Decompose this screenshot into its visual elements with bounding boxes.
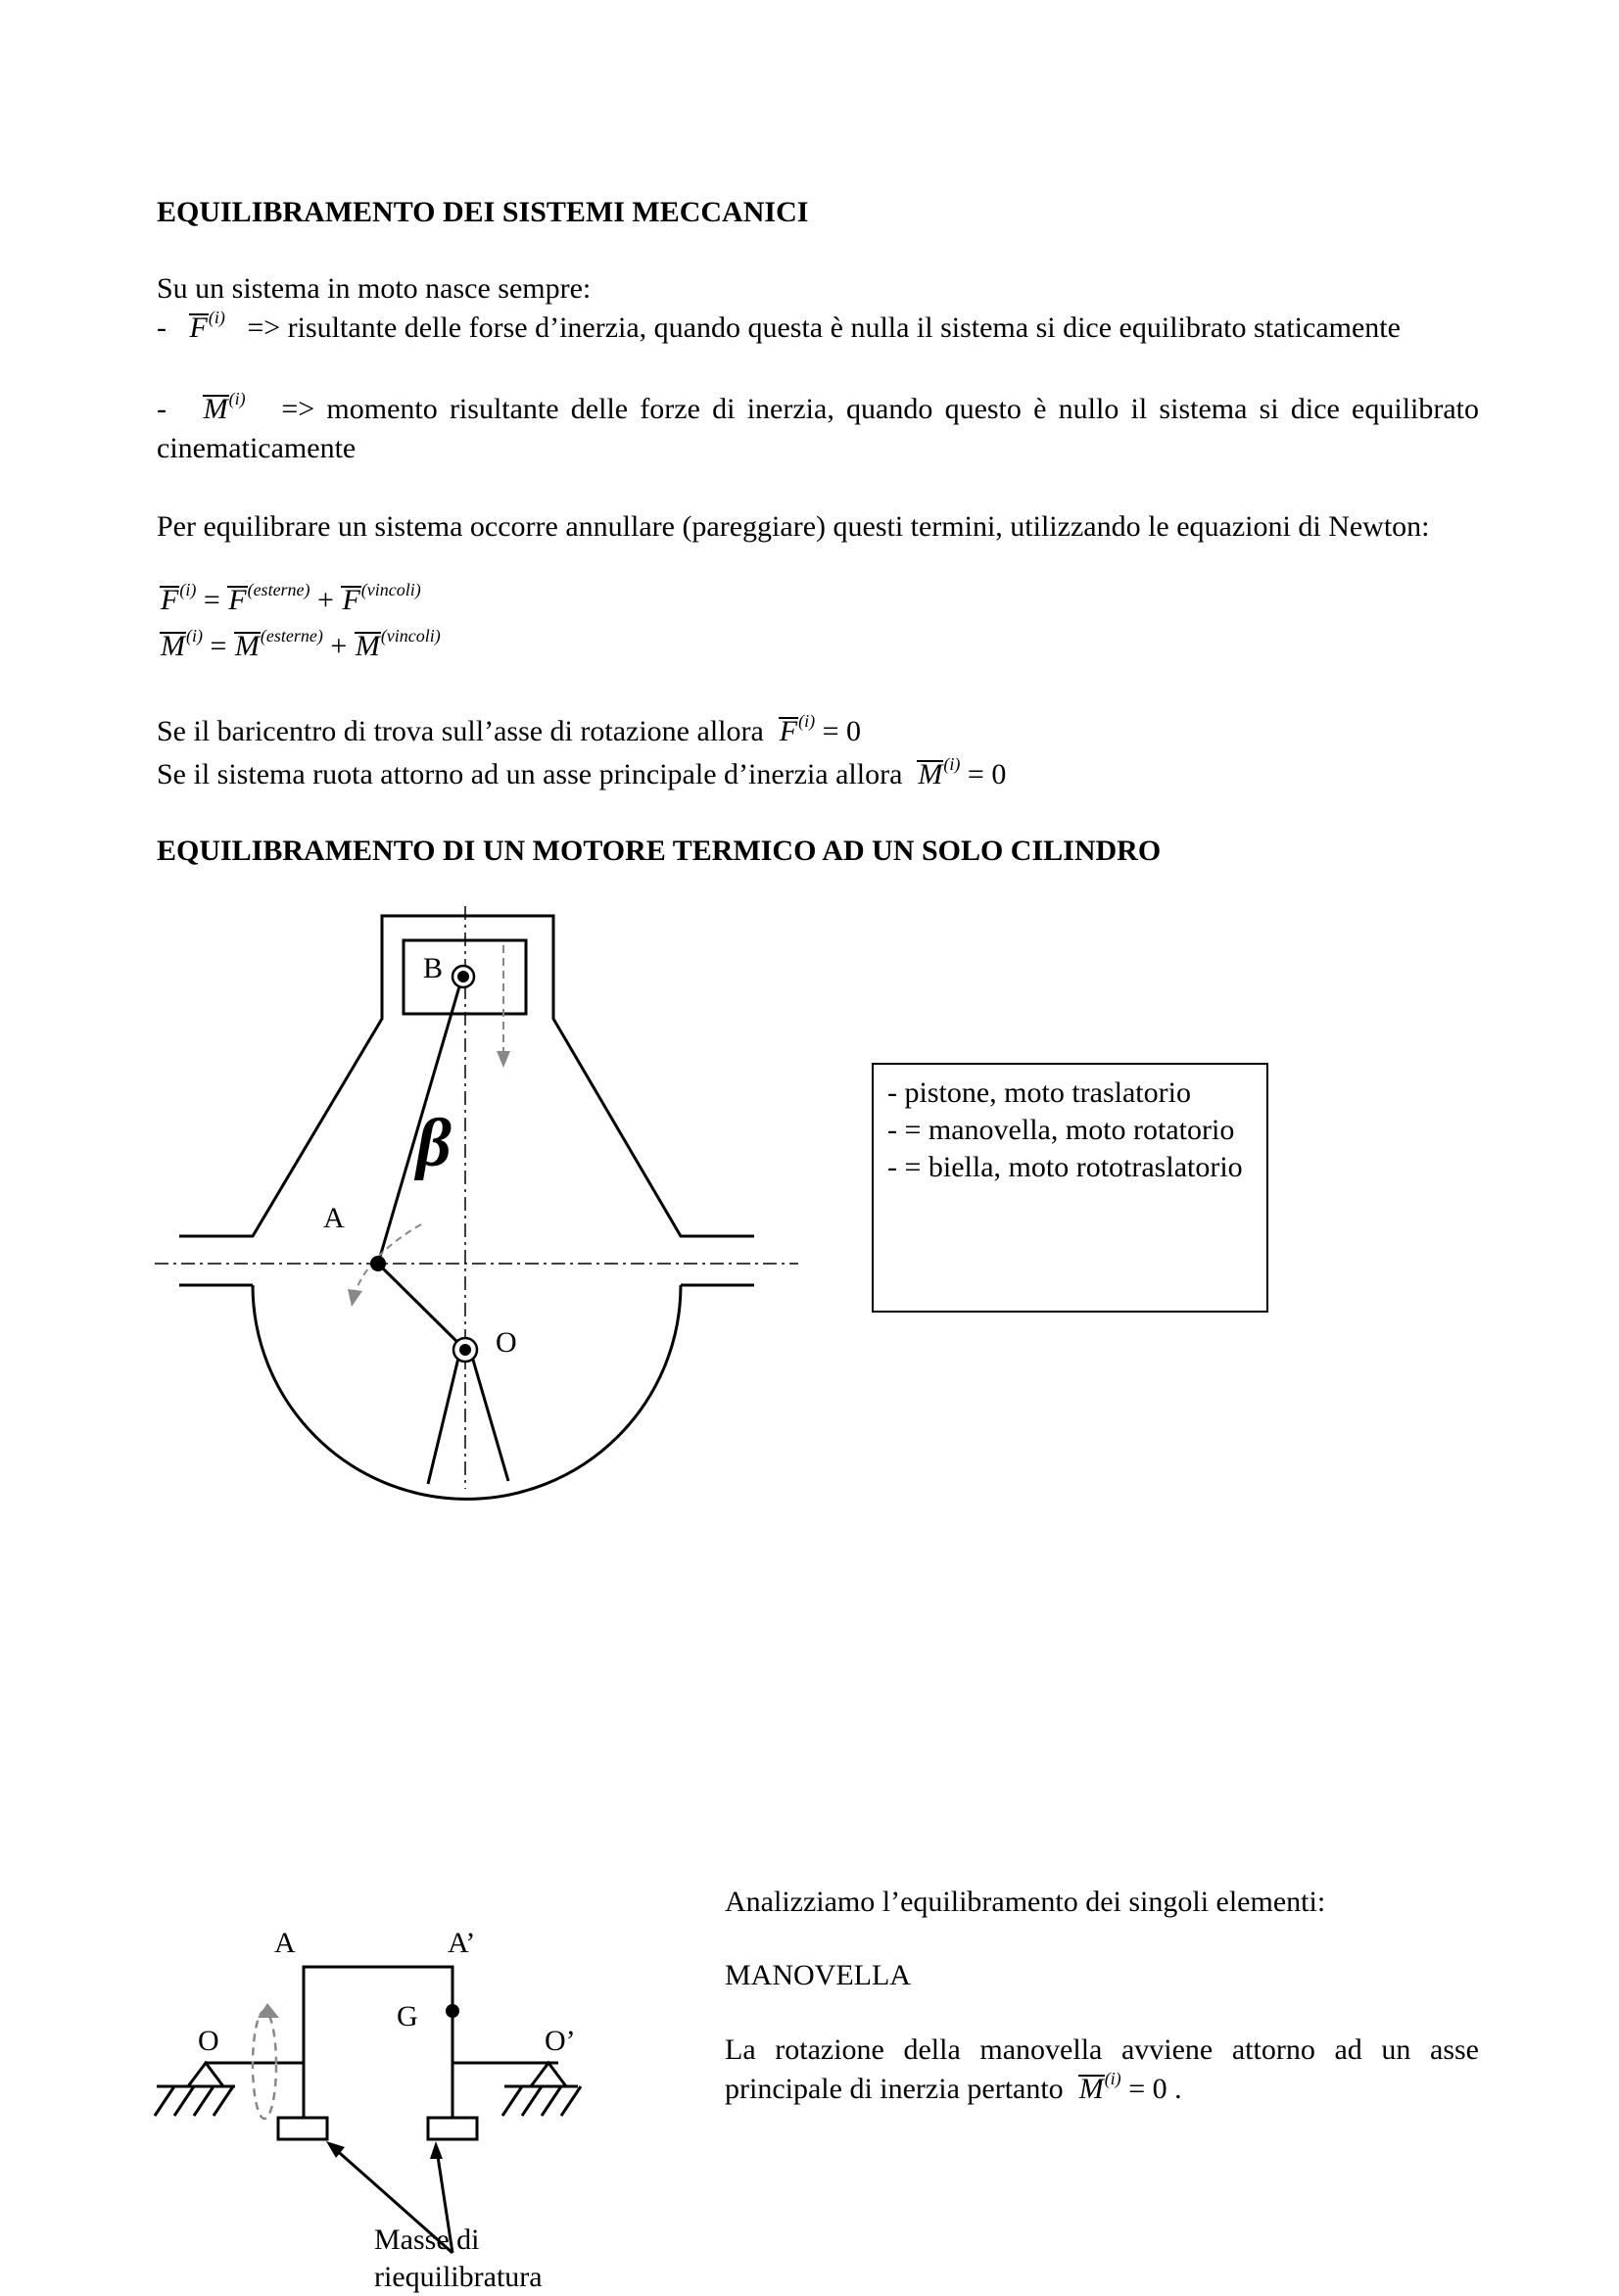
symbol-M-inertia: $M^{(i)}$ [203, 389, 246, 425]
label-G: G [397, 2000, 418, 2033]
symbol-F-inertia: $F^{(i)}$ [189, 308, 225, 344]
label-A: A [323, 1202, 345, 1234]
newton-paragraph: Per equilibrare un sistema occorre annullare (pareggiare) questi termini, utilizzando le equazioni di Newton: [157, 510, 1430, 543]
right-support [502, 2063, 581, 2116]
label-B: B [423, 952, 444, 984]
manovella-heading: MANOVELLA [725, 1959, 911, 1991]
label-O: O [198, 2025, 219, 2057]
rotation-arrow-icon [258, 2003, 279, 2018]
legend-line-piston: - pistone, moto traslatorio [887, 1076, 1191, 1109]
label-A-prime: A’ [448, 1927, 476, 1959]
legend-line-crank: - = manovella, moto rotatorio [887, 1114, 1235, 1146]
left-support [155, 2063, 235, 2116]
bullet-dash: - [157, 393, 167, 425]
manovella-paragraph: La rotazione della manovella avviene attorno ad un asse principale di inerzia pertanto $M^{(i)} = 0$ . [725, 2033, 1479, 2105]
legend-line-rod: - = biella, moto rototraslatorio [887, 1151, 1243, 1183]
principal-axis-line: Se il sistema ruota attorno ad un asse principale d’inerzia allora $M^{(i)} = 0$ [157, 754, 1007, 790]
crank-frame [206, 1967, 558, 2126]
mass-left [278, 2118, 327, 2139]
barycenter-line: Se il baricentro di trova sull’asse di rotazione allora $F^{(i)} = 0$ [157, 711, 862, 747]
label-O: O [496, 1326, 517, 1359]
intro-text: Su un sistema in moto nasce sempre: [157, 272, 592, 305]
label-O-prime: O’ [545, 2025, 576, 2057]
label-A: A [274, 1927, 296, 1959]
rotation-indicator [253, 2011, 276, 2119]
arrow-right-icon [430, 2141, 443, 2159]
bullet-text: => risultante delle forse d’inerzia, quando questa è nulla il sistema si dice equilibrato staticamente [247, 311, 1401, 344]
equation-moment: $M^{(i)} = M^{(esterne)} + M^{(vincoli)}$ [161, 626, 441, 662]
point-G [446, 2004, 459, 2018]
bullet-dash: - [157, 311, 167, 344]
analysis-text: Analizziamo l’equilibramento dei singoli elementi: [725, 1886, 1326, 1918]
mass-right [428, 2118, 477, 2139]
label-beta: β [416, 1106, 452, 1181]
masses-label: Masse di riequilibratura [374, 2224, 543, 2293]
section-title-motore-termico: EQUILIBRAMENTO DI UN MOTORE TERMICO AD UN SOLO CILINDRO [157, 835, 1162, 867]
section-title-sistemi-meccanici: EQUILIBRAMENTO DEI SISTEMI MECCANICI [157, 196, 809, 228]
equation-force: $F^{(i)} = F^{(esterne)} + F^{(vincoli)}$ [161, 580, 421, 616]
bullet-text: => momento risultante delle forze di inerzia, quando questo è nullo il sistema si dice equilibrato cinematicamente [157, 393, 1480, 464]
